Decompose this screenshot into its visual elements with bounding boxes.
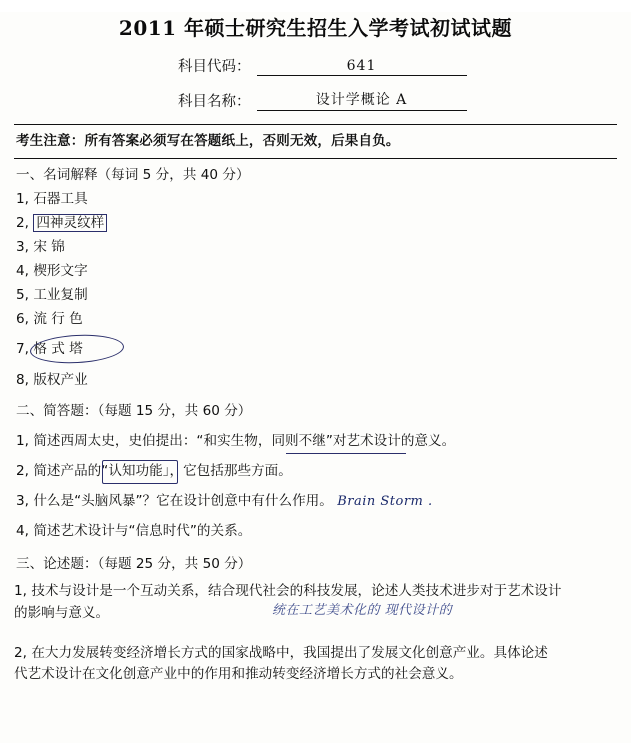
term-number-4: 4, [16, 263, 29, 280]
essay-text-1-line2: 的影响与意义。 [14, 604, 110, 621]
term-item-6 [14, 309, 617, 330]
exam-paper-page [0, 12, 631, 743]
subject-code-label: 科目代码： [178, 59, 251, 75]
subject-name-label: 科目名称： [178, 94, 251, 110]
short-answer-item-1 [14, 431, 617, 452]
short-answer-number-3: 3, [16, 492, 29, 509]
term-number-5: 5, [16, 287, 29, 304]
essay-text-1-line1: 技术与设计是一个互动关系，结合现代社会的科技发展，论述人类技术进步对于艺术设计 [31, 583, 562, 600]
subject-code-value: 641 [257, 58, 467, 76]
divider-bottom [14, 158, 617, 159]
essay-text-2-line1: 在大力发展转变经济增长方式的国家战略中，我国提出了发展文化创意产业。具体论述 [31, 644, 548, 661]
term-number-6: 6, [16, 311, 29, 328]
term-item-5 [14, 285, 617, 306]
term-number-2: 2, [16, 215, 29, 232]
short-answer-item-4 [14, 521, 617, 542]
term-text-1: 石器工具 [33, 191, 88, 208]
field-row-subject-code [14, 55, 617, 76]
term-item-2 [14, 213, 617, 234]
field-row-subject-name [14, 89, 617, 111]
term-number-7: 7, [16, 341, 29, 358]
term-text-5: 工业复制 [33, 287, 88, 304]
term-number-3: 3, [16, 239, 29, 256]
term-item-7 [14, 339, 617, 360]
short-answer-number-2: 2, [16, 462, 29, 479]
short-answer-text-3: 什么是“头脑风暴”？它在设计创意中有什么作用。 [33, 492, 333, 509]
term-text-8: 版权产业 [33, 371, 88, 388]
essay-number-1: 1, [14, 583, 27, 600]
short-answer-text-2: 简述产品的“认知功能」，它包括那些方面。 [33, 462, 292, 479]
short-answer-item-2 [14, 461, 617, 482]
short-answer-item-3 [14, 491, 617, 512]
short-answer-text-1: 简述西周太史，史伯提出：“和实生物，同则不继”对艺术设计的意义。 [33, 432, 456, 449]
short-answer-number-1: 1, [16, 432, 29, 449]
exam-body [14, 165, 617, 686]
term-text-6: 流 行 色 [33, 311, 83, 328]
page-title: 2011 年硕士研究生招生入学考试初试试题 [118, 16, 513, 40]
short-answer-text-4: 简述艺术设计与“信息时代”的关系。 [33, 522, 252, 539]
section-heading-3: 三、论述题：（每题 25 分，共 50 分） [16, 555, 252, 572]
term-text-2: 四神灵纹样 [33, 214, 107, 232]
term-item-1 [14, 189, 617, 210]
term-text-7: 格 式 塔 [33, 341, 83, 358]
handwritten-note-essay-1: 统在工艺美术化的 现代设计的 [272, 603, 453, 619]
term-item-3 [14, 237, 617, 258]
section-heading-1: 一、名词解释（每词 5 分，共 40 分） [16, 167, 250, 183]
term-number-1: 1, [16, 191, 29, 208]
short-answer-number-4: 4, [16, 522, 29, 539]
section-heading-2: 二、简答题：（每题 15 分，共 60 分） [16, 402, 252, 419]
exam-fields [14, 55, 617, 111]
handwritten-note-brainstorm: Brain Storm . [337, 493, 433, 509]
term-text-3: 宋 锦 [33, 239, 65, 256]
essay-text-2-line2: 代艺术设计在文化创意产业中的作用和推动转变经济增长方式的社会意义。 [14, 666, 463, 683]
term-item-4 [14, 261, 617, 282]
essay-number-2: 2, [14, 644, 27, 661]
term-number-8: 8, [16, 371, 29, 388]
subject-name-value: 设计学概论 A [257, 89, 467, 111]
term-item-8 [14, 370, 617, 391]
candidate-notice: 考生注意：所有答案必须写在答题纸上，否则无效，后果自负。 [16, 133, 400, 149]
essay-item-1 [14, 581, 617, 625]
essay-item-2 [14, 643, 617, 687]
term-text-4: 楔形文字 [33, 263, 88, 280]
